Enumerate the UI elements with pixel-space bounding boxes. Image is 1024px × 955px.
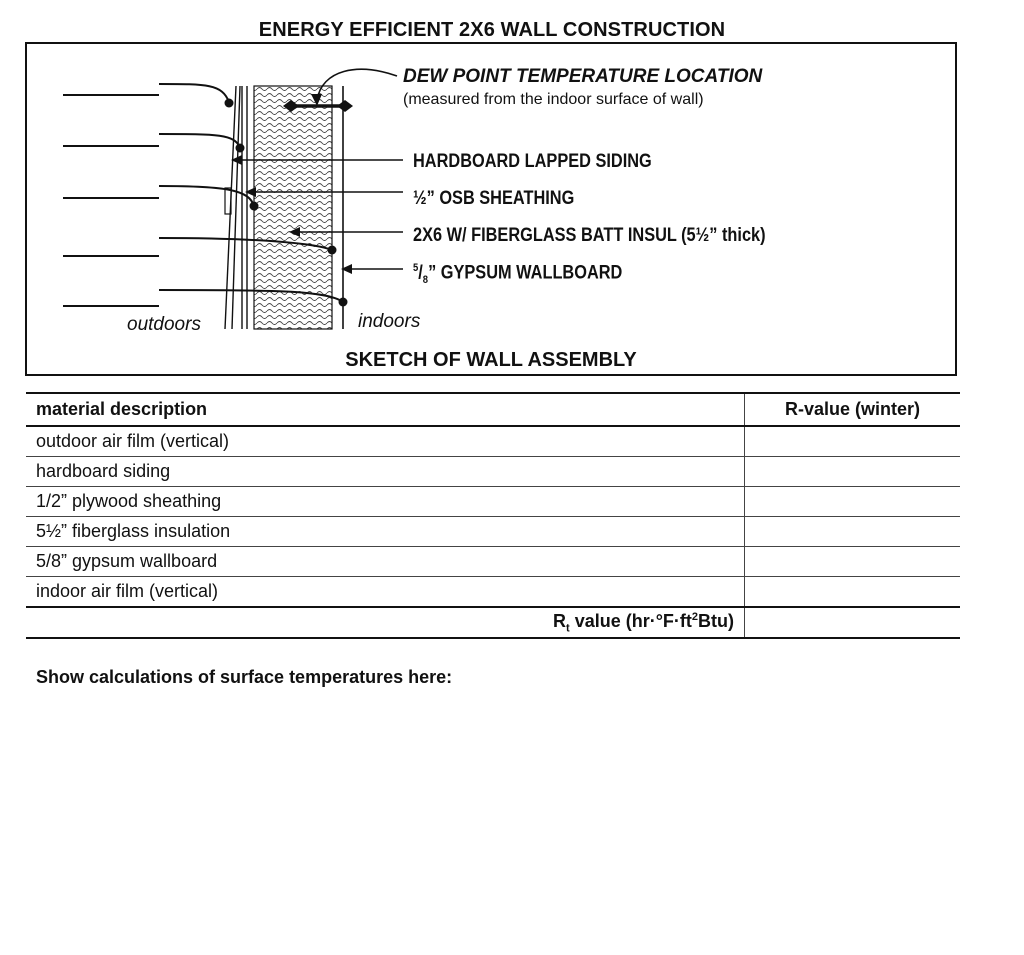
dew-point-subtitle: (measured from the indoor surface of wall) <box>403 91 704 108</box>
total-subscript: t <box>566 622 570 635</box>
total-r-value-label <box>26 607 745 638</box>
sketch-caption: SKETCH OF WALL ASSEMBLY <box>345 349 637 371</box>
table-row <box>26 517 960 547</box>
material-column-header: material description <box>26 393 745 426</box>
material-cell: outdoor air film (vertical) <box>26 426 745 457</box>
material-cell: indoor air film (vertical) <box>26 577 745 608</box>
answer-lines <box>63 95 159 306</box>
indoors-label: indoors <box>358 311 421 332</box>
wall-sketch <box>25 42 957 376</box>
total-row <box>26 607 960 638</box>
callout-2x6-fiberglass: 2X6 W/ FIBERGLASS BATT INSUL (5½” thick) <box>413 225 766 246</box>
material-cell: 1/2” plywood sheathing <box>26 487 745 517</box>
table-header-row <box>26 393 960 426</box>
total-unit-tail: Btu) <box>698 610 734 631</box>
rvalue-cell[interactable] <box>745 487 961 517</box>
callout-hardboard-siding: HARDBOARD LAPPED SIDING <box>413 151 652 172</box>
rvalue-cell[interactable] <box>745 577 961 608</box>
table-row <box>26 577 960 608</box>
outdoors-label: outdoors <box>127 314 201 335</box>
total-r-value-cell[interactable] <box>745 607 961 638</box>
calculations-prompt: Show calculations of surface temperatures here: <box>36 667 453 687</box>
rvalue-column-header: R-value (winter) <box>745 393 961 426</box>
table-row <box>26 457 960 487</box>
total-superscript: 2 <box>691 610 699 623</box>
total-text: value (hr·°F·ft <box>574 610 692 631</box>
wall-layers <box>225 86 343 329</box>
r-value-table <box>26 392 960 639</box>
gypsum-fraction-numerator: 5 <box>413 262 419 274</box>
rvalue-cell[interactable] <box>745 426 961 457</box>
gypsum-callout-text: GYPSUM WALLBOARD <box>440 262 623 284</box>
material-cell: hardboard siding <box>26 457 745 487</box>
table-row <box>26 547 960 577</box>
rvalue-cell[interactable] <box>745 457 961 487</box>
total-symbol: R <box>553 610 566 631</box>
material-cell: 5/8” gypsum wallboard <box>26 547 745 577</box>
table-row <box>26 426 960 457</box>
rvalue-cell[interactable] <box>745 517 961 547</box>
table-row <box>26 487 960 517</box>
dew-point-title: DEW POINT TEMPERATURE LOCATION <box>403 66 763 87</box>
callout-osb-sheathing: ½” OSB SHEATHING <box>413 188 575 209</box>
gypsum-fraction-denominator: 8 <box>422 274 429 287</box>
material-cell: 5½” fiberglass insulation <box>26 517 745 547</box>
rvalue-cell[interactable] <box>745 547 961 577</box>
document-title: ENERGY EFFICIENT 2X6 WALL CONSTRUCTION <box>258 19 726 41</box>
callout-gypsum-wallboard: $^5/_8$” GYPSUM WALLBOARD <box>413 262 623 287</box>
